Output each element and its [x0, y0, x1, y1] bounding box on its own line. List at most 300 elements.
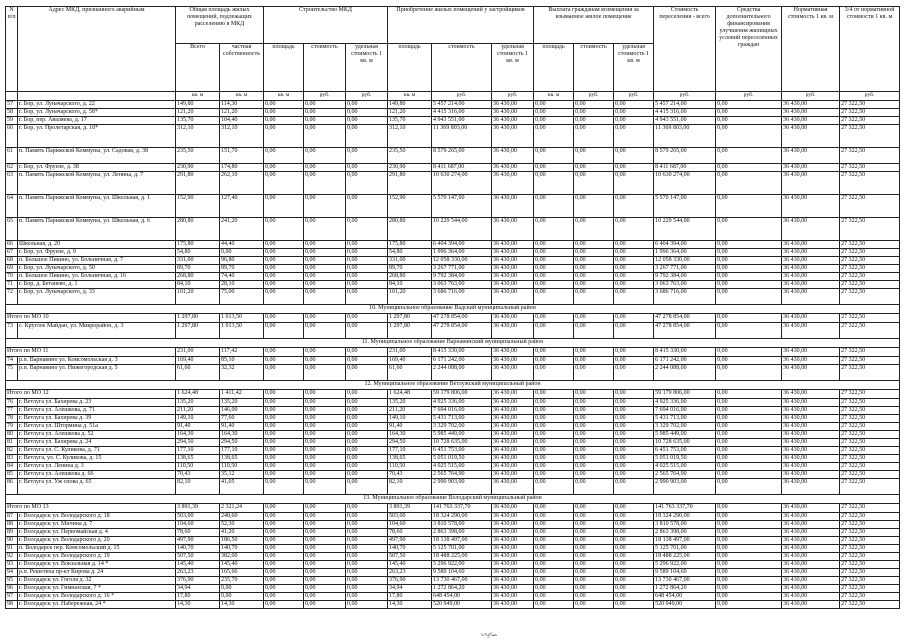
value-cell: 27 322,50 — [840, 109, 900, 117]
value-cell: 2 990 903,00 — [432, 479, 492, 495]
value-cell: 27 322,50 — [840, 407, 900, 415]
row-address: г. Володарск ул. Володарского д. 19 — [18, 553, 176, 561]
value-cell: 4 925 336,00 — [432, 399, 492, 407]
row-number: 67 — [6, 249, 18, 257]
value-cell: 0,00 — [264, 365, 304, 381]
table-row — [6, 529, 900, 537]
value-cell: 0,00 — [346, 281, 388, 289]
value-cell: 0,00 — [534, 569, 574, 577]
value-cell: 0,00 — [574, 265, 614, 273]
value-cell: 0,00 — [614, 593, 654, 601]
value-cell: 0,00 — [346, 172, 388, 195]
value-cell: 0,00 — [264, 357, 304, 365]
value-cell: 164,30 — [220, 431, 264, 439]
value-cell: 0,00 — [304, 125, 346, 148]
value-cell: 36 430,00 — [492, 439, 534, 447]
value-cell: 0,00 — [614, 529, 654, 537]
row-address: г. Володарск ул. Володарского д. 18 — [18, 513, 176, 521]
value-cell: 3 267 771,00 — [432, 265, 492, 273]
value-cell: 36 430,00 — [492, 172, 534, 195]
value-cell: 0,00 — [304, 569, 346, 577]
value-cell: 0,00 — [614, 218, 654, 241]
value-cell: 0,00 — [574, 479, 614, 495]
table-row — [6, 125, 900, 148]
value-cell: 27 322,50 — [840, 463, 900, 471]
value-cell: 0,00 — [716, 265, 782, 273]
value-cell: 5 296 922,00 — [654, 561, 716, 569]
unit-m2: кв. м — [264, 92, 304, 101]
value-cell: 0,00 — [574, 281, 614, 289]
value-cell: 0,00 — [614, 172, 654, 195]
value-cell: 0,00 — [614, 273, 654, 281]
value-cell: 104,60 — [388, 521, 432, 529]
value-cell: 376,90 — [388, 577, 432, 585]
value-cell: 503,00 — [388, 513, 432, 521]
value-cell: 0,00 — [346, 365, 388, 381]
value-cell: 27 322,50 — [840, 577, 900, 585]
value-cell: 114,30 — [220, 101, 264, 109]
value-cell: 82,10 — [388, 479, 432, 495]
row-number: 92 — [6, 553, 18, 561]
value-cell: 312,10 — [176, 125, 220, 148]
value-cell: 27 322,50 — [840, 553, 900, 561]
row-number: 61 — [6, 148, 18, 164]
value-cell: 312,10 — [388, 125, 432, 148]
value-cell: 5 051 019,50 — [432, 455, 492, 463]
value-cell: 141 763 337,70 — [432, 504, 492, 513]
value-cell: 230,90 — [176, 164, 220, 172]
value-cell: 0,00 — [574, 390, 614, 399]
value-cell: 7 694 016,00 — [654, 407, 716, 415]
value-cell: 0,00 — [304, 357, 346, 365]
row-address: Школьная, д. 20 — [18, 241, 176, 249]
value-cell: 0,00 — [346, 125, 388, 148]
value-cell: 0,00 — [304, 513, 346, 521]
value-cell: 27 322,50 — [840, 529, 900, 537]
row-address: г. Володарск ул. Володарского д. 16 * — [18, 593, 176, 601]
value-cell: 27 322,50 — [840, 593, 900, 601]
value-cell: 0,00 — [346, 257, 388, 265]
value-cell: 0,00 — [716, 447, 782, 455]
value-cell: 27 322,50 — [840, 281, 900, 289]
value-cell: 36 430,00 — [492, 521, 534, 529]
value-cell: 0,00 — [220, 593, 264, 601]
header-funds: Средства дополнительного финансирования улучшения жилищных условий переселенных граждан — [716, 7, 782, 92]
value-cell: 6 171 242,00 — [432, 357, 492, 365]
row-number: 88 — [6, 521, 18, 529]
value-cell: 91,40 — [388, 423, 432, 431]
value-cell: 0,00 — [614, 281, 654, 289]
value-cell: 27 322,50 — [840, 172, 900, 195]
value-cell: 0,00 — [716, 585, 782, 593]
value-cell: 0,00 — [304, 479, 346, 495]
value-cell: 0,00 — [716, 431, 782, 439]
table-row — [6, 537, 900, 545]
value-cell: 0,00 — [304, 323, 346, 339]
value-cell: 36 430,00 — [492, 513, 534, 521]
value-cell: 0,00 — [304, 415, 346, 423]
header-address: Адрес МКД, признанного аварийным — [18, 7, 176, 92]
value-cell: 61,60 — [388, 365, 432, 381]
value-cell: 0,00 — [574, 593, 614, 601]
value-cell: 28,10 — [220, 281, 264, 289]
value-cell: 9 792 384,00 — [432, 273, 492, 281]
value-cell: 10 630 274,00 — [654, 172, 716, 195]
value-cell: 0,00 — [614, 390, 654, 399]
value-cell: 0,00 — [614, 577, 654, 585]
value-cell: 0,00 — [574, 257, 614, 265]
value-cell: 135,20 — [388, 399, 432, 407]
value-cell: 0,00 — [346, 407, 388, 415]
row-number: 58 — [6, 109, 18, 117]
value-cell: 4 415 316,00 — [432, 109, 492, 117]
value-cell: 0,00 — [716, 593, 782, 601]
value-cell: 36 430,00 — [782, 314, 840, 323]
value-cell: 0,00 — [304, 545, 346, 553]
value-cell: 0,00 — [534, 561, 574, 569]
value-cell: 96,80 — [220, 257, 264, 265]
value-cell: 101,20 — [388, 289, 432, 305]
value-cell: 0,00 — [614, 463, 654, 471]
value-cell: 36 430,00 — [492, 148, 534, 164]
value-cell: 12 058 330,00 — [654, 257, 716, 265]
value-cell: 0,00 — [614, 323, 654, 339]
value-cell: 36 430,00 — [492, 529, 534, 537]
row-address: г. Володарск ул. Мичина д. 7 — [18, 521, 176, 529]
value-cell: 14,30 — [220, 601, 264, 609]
row-number: 68 — [6, 257, 18, 265]
value-cell: 70,43 — [176, 471, 220, 479]
row-number: 64 — [6, 195, 18, 218]
value-cell: 0,00 — [574, 241, 614, 249]
value-cell: 0,00 — [574, 569, 614, 577]
value-cell: 294,50 — [176, 439, 220, 447]
value-cell: 0,00 — [574, 537, 614, 545]
sub-private: частная собственность — [220, 44, 264, 92]
value-cell: 0,00 — [534, 273, 574, 281]
value-cell: 0,00 — [716, 348, 782, 357]
value-cell: 0,00 — [304, 101, 346, 109]
header-cost: Стоимость переселения - всего — [654, 7, 716, 92]
value-cell: 0,00 — [346, 569, 388, 577]
row-address: р.п. Варнавино ул. Комсомольская д. 3 — [18, 357, 176, 365]
value-cell: 0,00 — [346, 537, 388, 545]
value-cell: 36 430,00 — [782, 390, 840, 399]
value-cell: 5 985 449,00 — [432, 431, 492, 439]
value-cell: 34,94 — [388, 585, 432, 593]
value-cell: 36 430,00 — [782, 504, 840, 513]
unit-rub: руб. — [304, 92, 346, 101]
value-cell: 294,50 — [388, 439, 432, 447]
row-number: 63 — [6, 172, 18, 195]
value-cell: 0,00 — [534, 241, 574, 249]
row-number: 75 — [6, 365, 18, 381]
value-cell: 11 369 803,00 — [654, 125, 716, 148]
value-cell: 280,80 — [388, 218, 432, 241]
row-address: п. Память Парижской Коммуны, ул. Садовая, д. 38 — [18, 148, 176, 164]
table-row — [6, 109, 900, 117]
value-cell: 0,00 — [534, 529, 574, 537]
value-cell: 0,00 — [574, 289, 614, 305]
value-cell: 0,00 — [304, 593, 346, 601]
value-cell: 0,00 — [574, 101, 614, 109]
row-address: г. Ветлуга, ул. С. Куликова, д. 15 — [18, 455, 176, 463]
value-cell: 0,00 — [574, 577, 614, 585]
value-cell: 0,00 — [264, 390, 304, 399]
value-cell: 36 430,00 — [492, 164, 534, 172]
value-cell: 138,65 — [388, 455, 432, 463]
value-cell: 0,00 — [614, 357, 654, 365]
value-cell: 0,00 — [264, 195, 304, 218]
value-cell: 0,00 — [534, 471, 574, 479]
value-cell: 36 430,00 — [782, 218, 840, 241]
value-cell: 0,00 — [264, 289, 304, 305]
value-cell: 18 488 225,00 — [432, 553, 492, 561]
value-cell: 36 430,00 — [492, 348, 534, 357]
value-cell: 36 430,00 — [782, 125, 840, 148]
value-cell: 0,00 — [716, 577, 782, 585]
row-address: г. Бор, пер. Аваляева, д. 17 — [18, 117, 176, 125]
value-cell: 36 430,00 — [782, 447, 840, 455]
row-number: 87 — [6, 513, 18, 521]
value-cell: 0,00 — [614, 479, 654, 495]
value-cell: 104,40 — [220, 117, 264, 125]
value-cell: 0,00 — [534, 323, 574, 339]
value-cell: 2 990 903,00 — [654, 479, 716, 495]
value-cell: 648 454,00 — [432, 593, 492, 601]
row-address: г. Ветлуга ул. Алешкова д. 52 — [18, 431, 176, 439]
value-cell: 262,10 — [220, 172, 264, 195]
sub-area: площадь — [388, 44, 432, 92]
row-number: 79 — [6, 423, 18, 431]
value-cell: 5 125 701,00 — [432, 545, 492, 553]
value-cell: 36 430,00 — [492, 323, 534, 339]
value-cell: 0,00 — [264, 545, 304, 553]
value-cell: 152,90 — [176, 195, 220, 218]
value-cell: 291,80 — [176, 172, 220, 195]
value-cell: 0,00 — [534, 357, 574, 365]
value-cell: 0,00 — [346, 601, 388, 609]
value-cell: 0,00 — [574, 561, 614, 569]
value-cell: 0,00 — [346, 390, 388, 399]
row-number: 95 — [6, 577, 18, 585]
row-number: 96 — [6, 585, 18, 593]
value-cell: 0,00 — [614, 521, 654, 529]
value-cell: 36 430,00 — [782, 257, 840, 265]
value-cell: 0,00 — [346, 289, 388, 305]
row-address: п. Большое Пикино, ул. Больничная, д. 16 — [18, 273, 176, 281]
value-cell: 1 297,80 — [388, 323, 432, 339]
unit-rub: руб. — [492, 92, 534, 101]
value-cell: 0,00 — [346, 148, 388, 164]
value-cell: 0,00 — [264, 415, 304, 423]
value-cell: 0,00 — [574, 195, 614, 218]
value-cell: 0,00 — [716, 273, 782, 281]
value-cell: 10 728 635,00 — [432, 439, 492, 447]
row-address: г. Бор, ул. Луначарского, д. 33 — [18, 289, 176, 305]
value-cell: 0,00 — [346, 323, 388, 339]
row-address: р.п. Решетиха пр-кт Кирова д. 24 — [18, 569, 176, 577]
value-cell: 0,00 — [346, 241, 388, 249]
value-cell: 1 297,80 — [176, 323, 220, 339]
value-cell: 0,00 — [614, 125, 654, 148]
value-cell: 36 430,00 — [492, 553, 534, 561]
row-number: 86 — [6, 479, 18, 495]
row-address: г. Володарск ул. Набережная, 24 * — [18, 601, 176, 609]
row-number: 65 — [6, 218, 18, 241]
value-cell: 36 430,00 — [492, 447, 534, 455]
value-cell: 0,00 — [614, 545, 654, 553]
value-cell: 0,00 — [716, 357, 782, 365]
unit-cell — [18, 92, 176, 101]
unit-rub: руб. — [716, 92, 782, 101]
value-cell: 0,00 — [304, 553, 346, 561]
value-cell: 0,00 — [264, 101, 304, 109]
value-cell: 27 322,50 — [840, 148, 900, 164]
value-cell: 0,00 — [304, 348, 346, 357]
row-number: Итого по МО 12 — [6, 390, 176, 399]
value-cell: 0,00 — [534, 537, 574, 545]
section-row — [6, 339, 900, 348]
value-cell: 18 138 497,00 — [654, 537, 716, 545]
table-row — [6, 323, 900, 339]
value-cell: 149,10 — [176, 415, 220, 423]
value-cell: 0,00 — [614, 164, 654, 172]
value-cell: 78,60 — [388, 529, 432, 537]
value-cell: 520 949,00 — [432, 601, 492, 609]
value-cell: 0,00 — [534, 289, 574, 305]
unit-m2: кв. м — [534, 92, 574, 101]
value-cell: 0,00 — [614, 455, 654, 463]
value-cell: 41,20 — [220, 529, 264, 537]
value-cell: 0,00 — [264, 529, 304, 537]
value-cell: 0,00 — [716, 148, 782, 164]
value-cell: 135,20 — [176, 399, 220, 407]
value-cell: 36 430,00 — [782, 109, 840, 117]
sub-cost: стоимость — [304, 44, 346, 92]
value-cell: 1 624,48 — [388, 390, 432, 399]
row-address: г. Ветлуга ул. Бахирева д. 23 — [18, 399, 176, 407]
value-cell: 8 411 687,00 — [432, 164, 492, 172]
value-cell: 0,00 — [346, 273, 388, 281]
value-cell: 0,00 — [346, 164, 388, 172]
row-address: п. Володарск пер. Комсомольский д. 15 — [18, 545, 176, 553]
value-cell: 0,00 — [574, 463, 614, 471]
row-number: 81 — [6, 439, 18, 447]
value-cell: 0,00 — [220, 585, 264, 593]
value-cell: 70,43 — [388, 471, 432, 479]
sub-cost: стоимость — [574, 44, 614, 92]
value-cell: 165,66 — [220, 569, 264, 577]
value-cell: 2 863 398,00 — [432, 529, 492, 537]
value-cell: 36 430,00 — [782, 241, 840, 249]
value-cell: 0,00 — [716, 172, 782, 195]
signature-mark: 〰∕∽ — [480, 630, 499, 640]
row-address: г. Володарск ул. Володарского д. 20 — [18, 537, 176, 545]
value-cell: 11 369 803,00 — [432, 125, 492, 148]
value-cell: 164,30 — [176, 431, 220, 439]
value-cell: 0,00 — [346, 585, 388, 593]
sub-unit: удельная стоимость 1 кв. м — [614, 44, 654, 92]
header-build: Строительство МКД — [264, 7, 388, 44]
value-cell: 0,00 — [304, 390, 346, 399]
value-cell: 4 025 515,00 — [654, 463, 716, 471]
value-cell: 177,10 — [220, 447, 264, 455]
value-cell: 27 322,50 — [840, 273, 900, 281]
value-cell: 36 430,00 — [492, 101, 534, 109]
value-cell: 0,00 — [304, 585, 346, 593]
value-cell: 36 430,00 — [492, 365, 534, 381]
value-cell: 36 430,00 — [782, 529, 840, 537]
table-row — [6, 249, 900, 257]
value-cell: 0,00 — [534, 117, 574, 125]
value-cell: 0,00 — [346, 561, 388, 569]
value-cell: 0,00 — [304, 164, 346, 172]
table-row — [6, 281, 900, 289]
value-cell: 0,00 — [574, 109, 614, 117]
value-cell: 27 322,50 — [840, 399, 900, 407]
value-cell: 10 229 544,00 — [432, 218, 492, 241]
value-cell: 0,00 — [264, 172, 304, 195]
value-cell: 149,10 — [388, 415, 432, 423]
value-cell: 36 430,00 — [782, 479, 840, 495]
row-number: 82 — [6, 447, 18, 455]
value-cell: 0,00 — [264, 439, 304, 447]
value-cell: 0,00 — [304, 241, 346, 249]
unit-rub: руб. — [574, 92, 614, 101]
value-cell: 0,00 — [716, 399, 782, 407]
table-row — [6, 423, 900, 431]
value-cell: 5 570 147,00 — [432, 195, 492, 218]
value-cell: 0,00 — [716, 218, 782, 241]
value-cell: 0,00 — [304, 561, 346, 569]
row-number: 97 — [6, 593, 18, 601]
value-cell: 211,20 — [176, 407, 220, 415]
value-cell: 0,00 — [346, 195, 388, 218]
row-address: г. Бор, д. Бетанево, д. 1 — [18, 281, 176, 289]
value-cell: 0,00 — [716, 241, 782, 249]
value-cell: 8 579 265,00 — [432, 148, 492, 164]
value-cell: 36 430,00 — [782, 545, 840, 553]
value-cell: 18 324 290,00 — [432, 513, 492, 521]
value-cell: 36 430,00 — [782, 593, 840, 601]
value-cell: 0,00 — [264, 241, 304, 249]
value-cell: 0,00 — [304, 431, 346, 439]
value-cell: 0,00 — [716, 195, 782, 218]
value-cell: 312,10 — [220, 125, 264, 148]
row-number: Итого по МО 13 — [6, 504, 176, 513]
value-cell: 0,00 — [716, 553, 782, 561]
value-cell: 507,50 — [388, 553, 432, 561]
value-cell: 0,00 — [534, 390, 574, 399]
value-cell: 0,00 — [346, 348, 388, 357]
value-cell: 36 430,00 — [492, 109, 534, 117]
value-cell: 36 430,00 — [782, 415, 840, 423]
row-number: 84 — [6, 463, 18, 471]
value-cell: 0,00 — [304, 117, 346, 125]
row-address: г. Ветлуга ул. Алешкова д. 66 — [18, 471, 176, 479]
value-cell: 0,00 — [304, 109, 346, 117]
value-cell: 0,00 — [534, 577, 574, 585]
value-cell: 231,00 — [388, 348, 432, 357]
table-row — [6, 577, 900, 585]
value-cell: 0,00 — [534, 365, 574, 381]
value-cell: 2 565 764,90 — [654, 471, 716, 479]
value-cell: 0,00 — [574, 513, 614, 521]
value-cell: 36 430,00 — [782, 281, 840, 289]
value-cell: 0,00 — [534, 455, 574, 463]
row-number: 80 — [6, 431, 18, 439]
